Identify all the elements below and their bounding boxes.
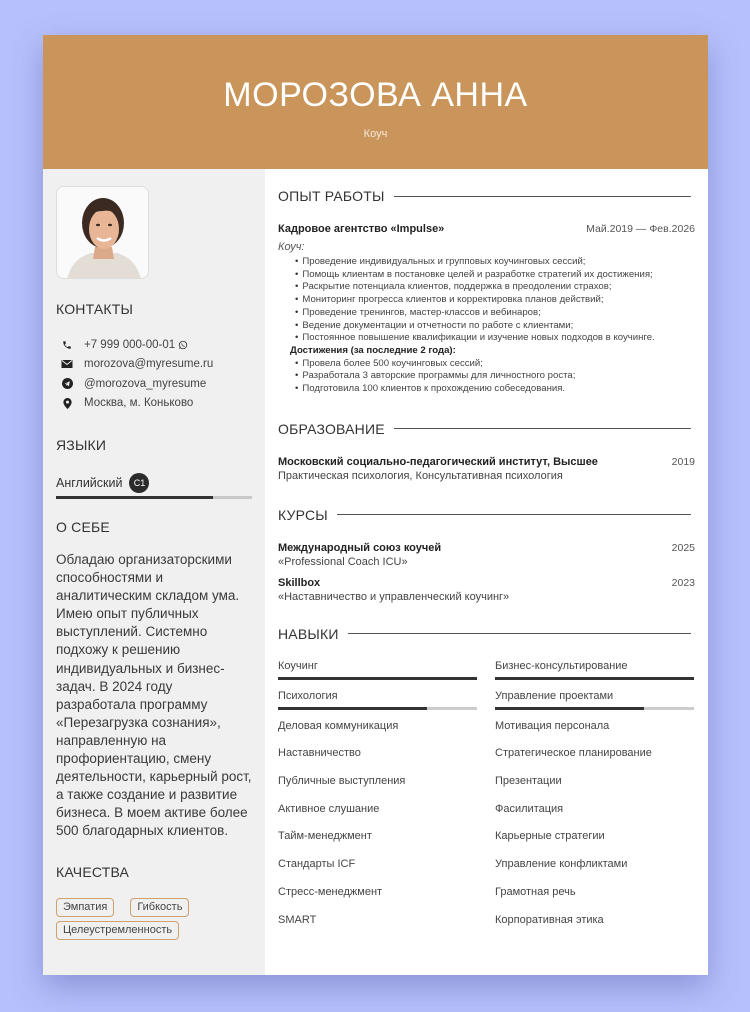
job-duty: • Ведение документации и отчетности по работе с клиентами; [295, 320, 695, 333]
contact-telegram-text: @morozova_myresume [84, 377, 207, 390]
skill-item: Управление конфликтами [495, 858, 628, 871]
heading-divider [348, 633, 691, 634]
experience-heading [278, 188, 695, 204]
achievements-list [295, 358, 695, 396]
education-year: 2019 [671, 455, 695, 468]
skills-heading-text: НАВЫКИ [278, 625, 339, 642]
course-subtitle: «Наставничество и управленческий коучинг» [278, 590, 510, 603]
education-heading [278, 421, 695, 437]
contacts-heading: КОНТАКТЫ [56, 301, 134, 317]
skill-item: Грамотная речь [495, 885, 576, 898]
course-title: Skillbox [278, 576, 321, 589]
experience-heading-text: ОПЫТ РАБОТЫ [278, 188, 385, 204]
job-duty: • Проведение тренингов, мастер-классов и вебинаров; [295, 307, 695, 320]
skill-item: Стратегическое планирование [495, 747, 652, 760]
resume-page [43, 35, 708, 975]
skill-name: Бизнес-консультирование [495, 659, 628, 672]
skill-level-bar [495, 677, 694, 680]
skill-item [278, 660, 477, 690]
candidate-name: МОРОЗОВА АННА [223, 76, 528, 114]
phone-icon [59, 340, 75, 350]
language-item [56, 473, 252, 499]
job-duty: • Мониторинг прогресса клиентов и корректировка планов действий; [295, 294, 695, 307]
telegram-icon [59, 378, 75, 389]
skills-heading [278, 626, 695, 642]
quality-tag: Целеустремленность [56, 921, 179, 940]
profile-photo [56, 186, 149, 279]
job-entry [278, 223, 695, 396]
education-subtitle: Практическая психология, Консультативная психология [278, 469, 563, 482]
job-duty: • Проведение индивидуальных и групповых коучинговых сессий; [295, 256, 695, 269]
skill-level-bar [278, 707, 477, 710]
course-entry [278, 577, 695, 603]
skill-item: Наставничество [278, 747, 361, 760]
contact-location [56, 394, 252, 414]
achievements-heading: Достижения (за последние 2 года): [290, 344, 456, 356]
whatsapp-icon [178, 340, 188, 350]
languages-heading: ЯЗЫКИ [56, 437, 107, 453]
language-name: Английский [56, 476, 123, 490]
contacts-list [56, 335, 252, 413]
skill-name: Коучинг [278, 659, 318, 672]
contact-phone[interactable] [56, 335, 252, 355]
language-level-fill [56, 496, 213, 499]
skill-item: Карьерные стратегии [495, 830, 605, 843]
skill-item: SMART [278, 913, 317, 926]
education-entry [278, 456, 695, 482]
heading-divider [337, 514, 691, 515]
skill-item: Стресс-менеджмент [278, 885, 383, 898]
main-content [265, 169, 708, 941]
job-duties-list [295, 256, 695, 345]
skill-item: Деловая коммуникация [278, 719, 399, 732]
about-heading: О СЕБЕ [56, 519, 110, 535]
about-text: Обладаю организаторскими способностями и аналитическим складом ума. Имею опыт публичных выступлений. Системно подхожу к решению индивидуальных и бизнес-задач. В 2024 году разработала программу «Перезагрузка сознания», направленную на профориентацию, смену деятельности, карьерный рост, а также создание и развитие бизнеса. В моем активе более 500 благодарных клиентов. [56, 552, 252, 839]
course-entry [278, 542, 695, 568]
job-duty: • Помощь клиентам в постановке целей и разработке стратегий их достижения; [295, 269, 695, 282]
location-pin-icon [59, 398, 75, 409]
skill-item: Активное слушание [278, 802, 380, 815]
job-dates: Май.2019 — Фев.2026 [586, 223, 695, 235]
skill-item: Мотивация персонала [495, 719, 610, 732]
skill-item [495, 660, 694, 690]
course-title: Международный союз коучей [278, 541, 442, 554]
course-year: 2023 [671, 576, 695, 589]
course-year: 2025 [671, 541, 695, 554]
skill-item: Корпоративная этика [495, 913, 604, 926]
qualities-heading: КАЧЕСТВА [56, 863, 130, 880]
contact-telegram[interactable] [56, 374, 252, 394]
skill-item: Презентации [495, 775, 562, 788]
education-title: Московский социально-педагогический институт, Высшее [278, 455, 598, 468]
job-duty: • Постоянное повышение квалификации и изучение новых подходов в коучинге. [295, 332, 695, 345]
language-level-badge: C1 [129, 473, 149, 493]
job-duty: • Раскрытие потенциала клиентов, поддержка в преодолении страхов; [295, 281, 695, 294]
achievement: • Подготовила 100 клиентов к прохождению собеседования. [295, 383, 695, 396]
skill-name: Психология [278, 689, 338, 702]
skill-item [495, 690, 694, 720]
skill-item: Стандарты ICF [278, 858, 356, 871]
courses-heading [278, 507, 695, 523]
education-heading-text: ОБРАЗОВАНИЕ [278, 420, 385, 437]
skills-grid [278, 660, 695, 942]
job-role: Коуч: [278, 241, 305, 253]
skill-item [278, 690, 477, 720]
contact-location-text: Москва, м. Коньково [84, 397, 194, 410]
skill-item: Тайм-менеджмент [278, 830, 372, 843]
skill-item: Публичные выступления [278, 775, 406, 788]
skill-level-bar [495, 707, 694, 710]
skill-item: Фасилитация [495, 802, 564, 815]
contact-email[interactable] [56, 355, 252, 375]
mail-icon [59, 359, 75, 369]
contact-email-text: morozova@myresume.ru [84, 358, 214, 371]
skill-level-bar [278, 677, 477, 680]
achievement: • Провела более 500 коучинговых сессий; [295, 358, 695, 371]
portrait-image [57, 187, 149, 279]
quality-tag: Гибкость [130, 898, 189, 917]
heading-divider [394, 196, 691, 197]
qualities-list [56, 898, 252, 940]
language-level-bar [56, 496, 252, 499]
contact-phone-text: +7 999 000-00-01 [84, 338, 176, 351]
courses-heading-text: КУРСЫ [278, 506, 328, 523]
candidate-title: Коуч [363, 128, 388, 140]
achievement: • Разработала 3 авторские программы для личностного роста; [295, 370, 695, 383]
skill-name: Управление проектами [495, 689, 614, 702]
job-company: Кадровое агентство «Impulse» [278, 223, 445, 235]
sidebar [43, 169, 265, 975]
quality-tag: Эмпатия [56, 898, 114, 917]
course-subtitle: «Professional Coach ICU» [278, 555, 408, 568]
heading-divider [394, 428, 691, 429]
resume-header [43, 35, 708, 169]
